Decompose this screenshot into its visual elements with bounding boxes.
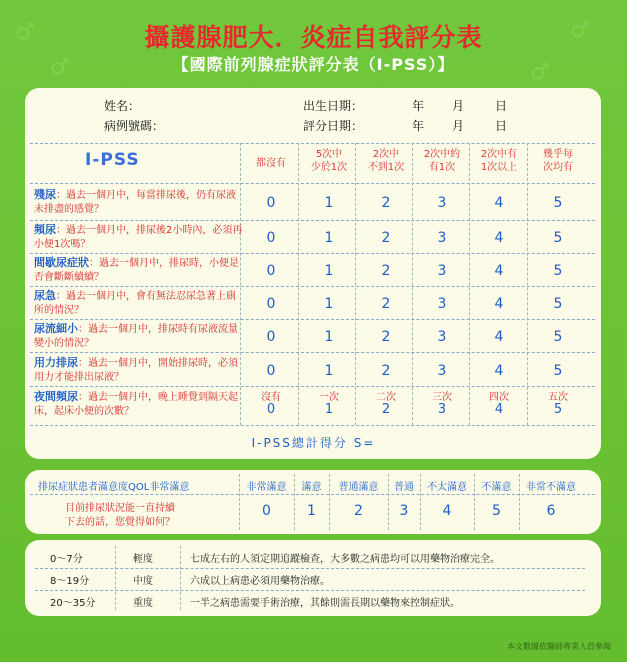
symptom-text: ：過去一個月中，排尿後2小時內，必須再小便1次嗎？ — [34, 225, 243, 250]
score-option[interactable]: 4 — [494, 363, 504, 379]
symptom-text: ：過去一個月中，排尿時，小便是否會斷斷續續？ — [34, 258, 239, 283]
row-divider — [35, 568, 585, 569]
score-option[interactable]: 0 — [266, 230, 276, 246]
score-option[interactable]: 5 — [553, 263, 563, 279]
score-option[interactable]: 0 — [266, 363, 276, 379]
score-option[interactable]: 0 — [266, 296, 276, 312]
score-value: 2 — [381, 402, 391, 417]
row-divider — [30, 386, 595, 387]
score-option[interactable]: 3 — [437, 230, 447, 246]
column-divider — [294, 474, 295, 530]
score-option[interactable]: 1 — [324, 195, 334, 211]
night-count-label: 四次 — [489, 392, 509, 403]
frequency-column-header: 2次中約 有1次 — [423, 149, 461, 173]
column-divider — [388, 474, 389, 530]
score-option[interactable]: 4 — [494, 263, 504, 279]
score-option[interactable]: 1 — [324, 329, 334, 345]
score-value: 4 — [494, 402, 504, 417]
column-divider — [412, 143, 413, 425]
row-divider — [30, 253, 595, 254]
qol-score-option[interactable]: 4 — [442, 503, 452, 519]
symptom-name: 殘尿 — [34, 188, 56, 201]
qol-column-header: 普通滿意 — [338, 482, 379, 493]
birth-date-label: 出生日期： — [303, 99, 364, 113]
frequency-column-header: 幾乎每 次均有 — [543, 149, 573, 173]
ipss-total: I-PSS總計得分 S= — [251, 436, 376, 450]
score-option[interactable]: 2 — [381, 195, 391, 211]
score-option[interactable]: 1 — [324, 230, 334, 246]
symptom-text: ：過去一個月中，會有無法忍尿急著上廁所的情況？ — [34, 291, 236, 316]
score-option[interactable]: 4 — [494, 195, 504, 211]
name-label: 姓名： — [104, 99, 141, 113]
score-option[interactable]: 2 — [381, 230, 391, 246]
severity-level: 中度 — [133, 576, 153, 587]
score-option[interactable]: 1 — [324, 296, 334, 312]
symptom-question — [34, 223, 244, 252]
score-option[interactable]: 5 — [553, 296, 563, 312]
footer-note: 本文數據依醫師專業人員參閱 — [507, 642, 611, 651]
divider — [30, 143, 595, 144]
qol-column-header: 不太滿意 — [427, 482, 467, 493]
column-divider — [420, 474, 421, 530]
form-title: 攝護腺肥大．炎症自我評分表 — [144, 23, 483, 52]
column-divider — [469, 143, 470, 425]
symptom-question — [34, 188, 244, 217]
symptom-name: 間歇尿症狀 — [34, 256, 89, 269]
qol-score-option[interactable]: 3 — [399, 503, 409, 519]
frequency-column-header: 2次中有 1次以上 — [480, 149, 518, 173]
qol-score-option[interactable]: 1 — [307, 503, 316, 519]
frequency-column-header: 5次中 少於1次 — [310, 149, 348, 173]
score-value: 3 — [437, 402, 447, 417]
column-divider — [239, 474, 240, 530]
column-divider — [527, 143, 528, 425]
form-subtitle: 【國際前列腺症狀評分表（I-PSS）】 — [172, 55, 455, 74]
severity-desc: 七成左右的人須定期追蹤檢查，大多數之病患均可以用藥物治療完全。 — [190, 554, 500, 565]
frequency-column-header: 都沒有 — [256, 158, 286, 169]
score-option[interactable]: 5 — [553, 363, 563, 379]
row-divider — [30, 352, 595, 353]
symptom-name: 頻尿 — [34, 223, 56, 236]
ipss-header: I-PSS — [85, 150, 140, 170]
qol-score-option[interactable]: 2 — [354, 503, 363, 519]
score-option[interactable]: 2 — [381, 329, 391, 345]
score-value: 5 — [553, 402, 563, 417]
night-count-label: 沒有 — [261, 392, 281, 403]
score-option[interactable]: 4 — [494, 329, 504, 345]
qol-column-header: 不滿意 — [481, 482, 512, 493]
qol-question: 目前排尿狀況能一直持續 下去的話，您覺得如何？ — [65, 503, 175, 528]
column-divider — [115, 546, 116, 610]
symptom-text: ：過去一個月中，排尿時有尿液流量變小的情況？ — [34, 324, 238, 349]
row-divider — [30, 286, 595, 287]
night-score-option[interactable] — [414, 392, 470, 416]
symptom-name: 夜間頻尿 — [34, 390, 78, 403]
night-score-option[interactable] — [243, 392, 299, 416]
score-value: 1 — [324, 402, 334, 417]
score-option[interactable]: 1 — [324, 363, 334, 379]
score-option[interactable]: 1 — [324, 263, 334, 279]
year-label: 年 — [412, 119, 425, 133]
score-option[interactable]: 3 — [437, 296, 447, 312]
score-option[interactable]: 3 — [437, 263, 447, 279]
column-divider — [474, 474, 475, 530]
column-divider — [355, 143, 356, 425]
qol-column-header: 非常不滿意 — [526, 482, 576, 493]
symptom-text: ：過去一個月中，晚上睡覺到隔天起床，起床小便的次數？ — [34, 392, 238, 417]
day-label: 日 — [495, 99, 508, 113]
male-symbol-icon: ♂ — [570, 18, 590, 43]
score-option[interactable]: 2 — [381, 263, 391, 279]
symptom-name: 尿流細小 — [34, 322, 78, 335]
day-label: 日 — [495, 119, 508, 133]
score-value: 0 — [266, 402, 276, 417]
night-score-option[interactable] — [358, 392, 414, 416]
score-option[interactable]: 4 — [494, 296, 504, 312]
row-divider — [35, 590, 585, 591]
score-option[interactable]: 0 — [266, 263, 276, 279]
symptom-question — [34, 356, 244, 385]
record-number-label: 病例號碼： — [104, 119, 165, 133]
year-label: 年 — [412, 99, 425, 113]
night-count-label: 三次 — [432, 392, 452, 403]
severity-level: 重度 — [133, 598, 153, 609]
column-divider — [329, 474, 330, 530]
score-option[interactable]: 4 — [494, 230, 504, 246]
symptom-question — [34, 322, 244, 351]
divider — [30, 494, 595, 495]
symptom-question — [34, 390, 244, 419]
row-divider — [30, 319, 595, 320]
male-symbol-icon: ♂ — [50, 55, 70, 80]
month-label: 月 — [452, 99, 465, 113]
night-score-option[interactable] — [471, 392, 527, 416]
male-symbol-icon: ♂ — [530, 60, 550, 85]
male-symbol-icon: ♂ — [15, 20, 35, 45]
night-count-label: 五次 — [548, 392, 568, 403]
symptom-text: ：過去一個月中，開始排尿時，必須用力才能排出尿液？ — [34, 358, 238, 383]
symptom-question — [34, 256, 244, 285]
symptom-name: 用力排尿 — [34, 356, 78, 369]
symptom-question — [34, 289, 244, 318]
night-score-option[interactable] — [301, 392, 357, 416]
severity-range: 0～7分 — [50, 554, 83, 565]
frequency-column-header: 2次中 不到1次 — [367, 149, 405, 173]
qol-column-header: 非常滿意 — [246, 482, 287, 493]
night-count-label: 二次 — [376, 392, 396, 403]
qol-score-option[interactable]: 6 — [546, 503, 556, 519]
divider — [30, 183, 595, 184]
score-option[interactable]: 3 — [437, 329, 447, 345]
score-option[interactable]: 0 — [266, 329, 276, 345]
row-divider — [30, 425, 595, 426]
qol-score-option[interactable]: 0 — [262, 503, 271, 519]
score-option[interactable]: 0 — [266, 195, 276, 211]
symptom-text: ：過去一個月中，每當排尿後，仍有尿液未排盡的感覺？ — [34, 190, 236, 215]
qol-title: 排尿症狀患者滿意度QOL非常滿意 — [38, 482, 190, 493]
qol-column-header: 普通 — [394, 482, 414, 493]
severity-desc: 六成以上病患必須用藥物治療。 — [190, 576, 330, 587]
row-divider — [30, 220, 595, 221]
score-date-label: 評分日期： — [303, 119, 364, 133]
night-count-label: 一次 — [319, 392, 339, 403]
score-option[interactable]: 5 — [553, 195, 563, 211]
column-divider — [298, 143, 299, 425]
severity-range: 20～35分 — [50, 598, 96, 609]
severity-level: 輕度 — [133, 554, 153, 565]
score-option[interactable]: 3 — [437, 195, 447, 211]
score-option[interactable]: 2 — [381, 296, 391, 312]
qol-score-option[interactable]: 5 — [492, 503, 501, 519]
score-option[interactable]: 2 — [381, 363, 391, 379]
night-score-option[interactable] — [530, 392, 586, 416]
severity-range: 8～19分 — [50, 576, 90, 587]
month-label: 月 — [452, 119, 465, 133]
column-divider — [180, 546, 181, 610]
score-option[interactable]: 5 — [553, 230, 563, 246]
score-option[interactable]: 3 — [437, 363, 447, 379]
severity-desc: 一半之病患需要手術治療，其餘則需長期以藥物來控制症狀。 — [190, 598, 460, 609]
column-divider — [519, 474, 520, 530]
symptom-name: 尿急 — [34, 289, 56, 302]
qol-column-header: 滿意 — [301, 482, 322, 493]
score-option[interactable]: 5 — [553, 329, 563, 345]
